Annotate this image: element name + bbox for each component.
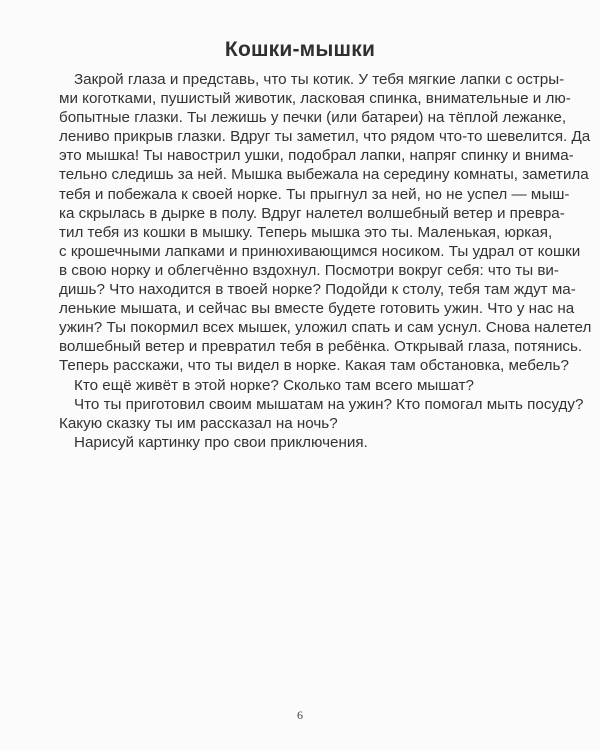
text-line: лениво прикрыв глазки. Вдруг ты заметил, что рядом что-то шевелится. Да [59, 128, 591, 146]
page-number: 6 [297, 708, 303, 722]
text-line: бопытные глазки. Ты лежишь у печки (или батареи) на тёплой лежанке, [59, 109, 567, 127]
text-line: тельно следишь за ней. Мышка выбежала на середину комнаты, заметила [59, 166, 589, 184]
text-line: Какую сказку ты им рассказал на ночь? [59, 414, 338, 432]
text-line: ленькие мышата, и сейчас вы вместе будете готовить ужин. Что у нас на [59, 300, 575, 318]
paragraph [59, 433, 551, 452]
text-line: ужин? Ты покормил всех мышек, уложил спать и сам уснул. Снова налетел [59, 319, 592, 337]
text-line: в свою норку и облегчённо вздохнул. Посмотри вокруг себя: что ты ви- [59, 261, 559, 279]
text-line: с крошечными лапками и принюхивающимся носиком. Ты удрал от кошки [59, 242, 581, 260]
paragraph [59, 376, 551, 395]
text-line: волшебный ветер и превратил тебя в ребёнка. Открывай глаза, потянись. [59, 338, 583, 356]
text-line: это мышка! Ты навострил ушки, подобрал лапки, напряг спинку и внима- [59, 147, 574, 165]
text-line: дишь? Что находится в твоей норке? Подойди к столу, тебя там ждут ма- [59, 281, 576, 299]
text-line: ка скрылась в дырке в полу. Вдруг налетел волшебный ветер и превра- [59, 204, 565, 222]
text-line: Нарисуй картинку про свои приключения. [74, 433, 368, 451]
body-text [59, 70, 592, 452]
text-line: Теперь расскажи, что ты видел в норке. Какая там обстановка, мебель? [59, 357, 569, 375]
text-line: Кто ещё живёт в этой норке? Сколько там всего мышат? [74, 376, 474, 394]
text-line: ми коготками, пушистый животик, ласковая спинка, внимательные и лю- [59, 90, 571, 108]
paragraph [59, 70, 592, 376]
page-title: Кошки-мышки [224, 38, 376, 61]
text-line: Закрой глаза и представь, что ты котик. У тебя мягкие лапки с остры- [74, 71, 565, 88]
text-line: тил тебя из кошки в мышку. Теперь мышка это ты. Маленькая, юркая, [59, 223, 553, 241]
text-line: тебя и побежала к своей норке. Ты прыгнул за ней, но не успел — мыш- [59, 185, 570, 203]
text-line: Что ты приготовил своим мышатам на ужин? Кто помогал мыть посуду? [74, 395, 584, 413]
paragraph [59, 395, 584, 433]
